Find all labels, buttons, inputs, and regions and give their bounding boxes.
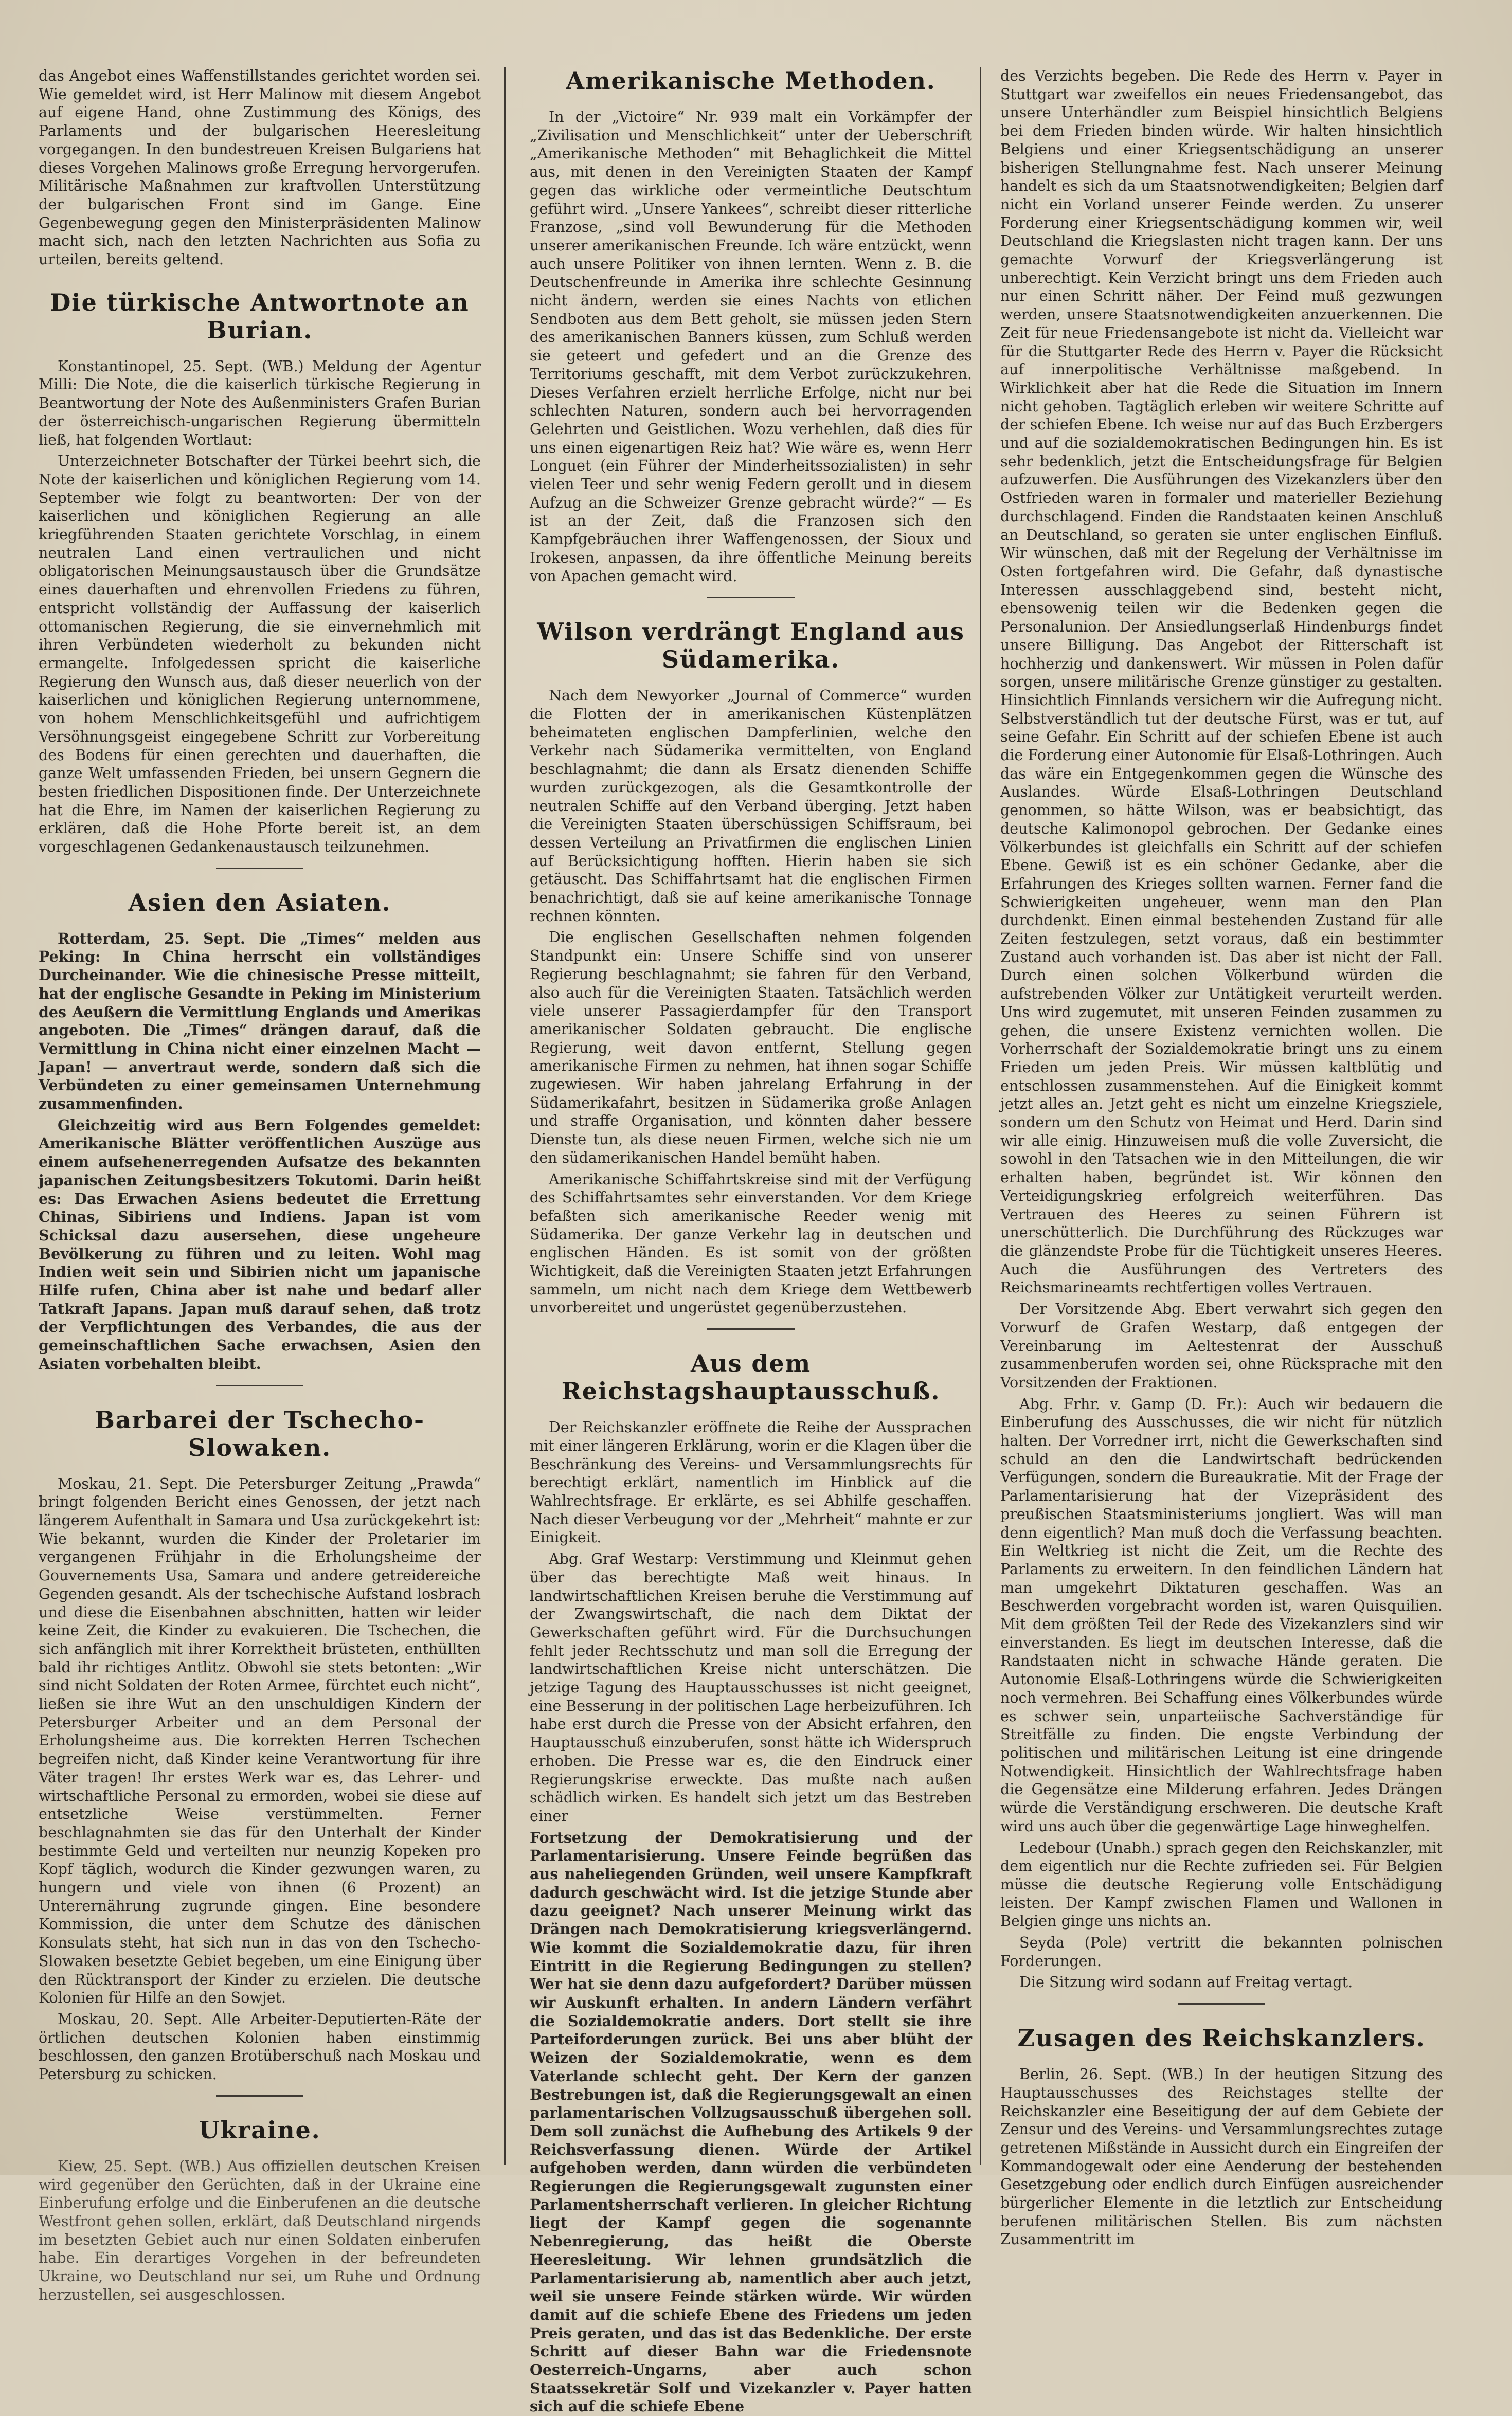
article-paragraph: Rotterdam, 25. Sept. Die „Times“ melden aus Peking: In China herrscht ein vollständiges Durcheinander. Wie die chinesische Presse mitteilt, hat der englische Gesandte in Peking im Ministerium des Aeußern die Vermittlung Englands und Amerikas angeboten. Die „Times“ drängen darauf, daß die Vermittlung in China nicht einer einzelnen Macht — Japan! — anvertraut werde, sondern daß sich die Verbündeten zu einer gemeinsamen Unternehmung zusammenfinden.	[39, 929, 481, 1113]
article-heading-american-methods: Amerikanische Methoden.	[566, 67, 936, 95]
article-paragraph: Die Sitzung wird sodann auf Freitag vertagt.	[1019, 1974, 1353, 1991]
column-rule	[504, 67, 506, 2165]
continued-article-text: des Verzichts begeben. Die Rede des Herrn v. Payer in Stuttgart war zweifellos ein neues Friedensangebot, das unsere Unterhändler zum Beispiel hinsichtlich Belgiens bei dem Frieden binden würde. Wir halten hinsichtlich Belgiens und einer Kriegsentschädigung an unserer bisherigen Stellungnahme fest. Nach unserer Meinung handelt es sich da um Staatsnotwendigkeiten; Belgien darf nicht ein Vorland unserer Feinde werden. Zu unserer Forderung einer Kriegsentschädigung kommen wir, weil Deutschland die Kriegslasten nicht tragen kann. Der uns gemachte Vorwurf der Kriegsverlängerung ist unberechtigt. Kein Verzicht bringt uns dem Frieden auch nur einen Schritt näher. Der Feind muß gezwungen werden, unsere Staatsnotwendigkeiten anzuerkennen. Die Zeit für neue Friedensangebote ist nicht da. Vielleicht war für die Stuttgarter Rede des Herrn v. Payer die Rücksicht auf innerpolitische Verhältnisse maßgebend. In Wirklichkeit aber hat die Rede die Situation im Innern nicht gehoben. Tagtäglich erleben wir weitere Schritte auf der schiefen Ebene. Ich weise nur auf das Buch Erzbergers und auf die sozialdemokratischen Bedingungen hin. Es ist sehr bedenklich, jetzt die Entscheidungsfrage für Belgien aufzuwerfen. Die Ausführungen des Vizekanzlers über den Ostfrieden waren in formaler und materieller Beziehung durchschlagend. Finden die Randstaaten keinen Anschluß an Deutschland, so geraten sie unter englischen Einfluß. Wir wünschen, daß mit der Regelung der Verhältnisse im Osten fortgefahren wird. Die Gefahr, daß dynastische Interessen ausschlaggebend sind, besteht nicht, ebensowenig teilen wir die Bedenken gegen die Personalunion. Der Ansiedlungserlaß Hindenburgs findet unsere Billigung. Das Angebot der Ritterschaft ist hochherzig und dankenswert. Wir müssen in Polen dafür sorgen, unsere militärische Grenze günstiger zu gestalten. Hinsichtlich Finnlands versichern wir die Aufregung nicht. Selbstverständlich tut der deutsche Fürst, was er tut, auf seine Gefahr. Ein Schritt auf der schiefen Ebene ist auch die Forderung einer Autonomie für Elsaß-Lothringen. Auch das wäre ein Entgegenkommen gegen die Wünsche des Auslandes. Würde Elsaß-Lothringen Deutschland genommen, so hätte Wilson, was er beabsichtigt, das deutsche Kalimonopol gebrochen. Der Gedanke eines Völkerbundes ist gleichfalls ein Schritt auf der schiefen Ebene. Gewiß ist es ein schöner Gedanke, aber die Erfahrungen des Krieges sollten warnen. Ferner fand die Schwierigkeiten ungeheuer, wenn man den Plan durchdenkt. Einen einmal bestehenden Zustand für alle Zeiten festzulegen, setzt voraus, daß ein bestimmter Zustand auch vorhanden ist. Das aber ist nicht der Fall. Durch einen solchen Völkerbund würden die aufstrebenden Völker zur Untätigkeit verurteilt werden. Uns wird zugemutet, mit unseren Feinden zusammen zu gehen, die unsere Existenz vernichten wollen. Die Vorherrschaft der Sozialdemokratie bringt uns zu einem Frieden um jeden Preis. Wir müssen kaltblütig und entschlossen zusammenstehen. Auf die Einigkeit kommt jetzt alles an. Jetzt geht es nicht um einzelne Kriegsziele, sondern um den Schutz von Heimat und Herd. Darin sind wir alle einig. Hinzuweisen muß die volle Zuversicht, die sowohl in den Tatsachen wie in den Mitteilungen, die wir erhalten haben, begründet ist. Wir können den Verteidigungskrieg erfolgreich weiterführen. Das Vertrauen des Heeres zu seinen Führern ist unerschütterlich. Die Durchführung des Rückzuges war die glänzendste Probe für die Tüchtigkeit unseres Heeres. Auch die Ausführungen des Vertreters des Reichsmarineamts rechtfertigen volles Vertrauen.	[1000, 67, 1443, 1296]
section-divider	[216, 1385, 303, 1386]
article-heading-turkish-note: Die türkische Antwortnote an Burian.	[50, 288, 470, 344]
article-paragraph: Gleichzeitig wird aus Bern Folgendes gemeldet: Amerikanische Blätter veröffentlichen Auszüge aus einem aufsehenerregenden Aufsatze des bekannten japanischen Zeitungsbesitzers Tokutomi. Darin heißt es: Das Erwachen Asiens bedeutet die Errettung Chinas, Sibiriens und Indiens. Japan ist vom Schicksal dazu ausersehen, diese ungeheure Bevölkerung zu führen und zu leiten. Wohl mag Indien weit sein und Sibirien nicht um japanische Hilfe rufen, China aber ist nahe und bedarf aller Tatkraft Japans. Japan muß darauf sehen, daß trotz der Verpflichtungen des Verbandes, die aus der gemeinschaftlichen Sache erwachsen, Asien den Asiaten vorbehalten bleibt.	[39, 1116, 481, 1373]
article-paragraph: Abg. Frhr. v. Gamp (D. Fr.): Auch wir bedauern die Einberufung des Ausschusses, die wir nicht für nützlich halten. Der Vorredner irrt, nicht die Gewerkschaften sind schuld an den die Landwirtschaft bedrückenden Verfügungen, sondern die Bureaukratie. Mit der Frage der Parlamentarisierung hat der Vizepräsident des preußischen Staatsministeriums jongliert. Was will man denn eigentlich? Man muß doch die Verfassung beachten. Ein Weltkrieg ist nicht die Zeit, um die Rechte des Parlaments zu erweitern. In den feindlichen Ländern hat man umgekehrt Diktaturen geschaffen. Was an Beschwerden vorgebracht worden ist, waren Quisquilien. Mit dem größten Teil der Rede des Vizekanzlers sind wir einverstanden. Es liegt im deutschen Interesse, daß die Randstaaten nicht in schwache Hände geraten. Die Autonomie Elsaß-Lothringens würde die Schwierigkeiten noch vermehren. Bei Schaffung eines Völkerbundes würde es schwer sein, unparteiische Sachverständige für Streitfälle zu finden. Die engste Verbindung der politischen und militärischen Leitung ist eine dringende Notwendigkeit. Hinsichtlich der Wahlrechtsfrage haben die Gegensätze eine Milderung erfahren. Jedes Drängen würde die Verständigung erschweren. Die deutsche Kraft wird uns auch über die gegenwärtige Lage hinweghelfen.	[1000, 1395, 1443, 1835]
article-paragraph: Der Vorsitzende Abg. Ebert verwahrt sich gegen den Vorwurf de Grafen Westarp, daß entgegen der Vereinbarung im Aeltestenrat der Ausschuß zusammenberufen worden sei, ohne Rücksprache mit den Vorsitzenden der Fraktionen.	[1000, 1301, 1443, 1391]
section-divider	[707, 597, 795, 598]
article-heading-committee: Aus dem Reichstagshauptausschuß.	[561, 1349, 941, 1405]
section-divider	[1178, 2003, 1265, 2005]
article-heading-ukraine: Ukraine.	[199, 2116, 321, 2144]
section-divider	[707, 1328, 795, 1330]
article-paragraph: Der Reichskanzler eröffnete die Reihe der Aussprachen mit einer längeren Erklärung, worin er die Klagen über die Beschränkung des Vereins- und Versammlungsrechts für berechtigt erklärt, namentlich im Hinblick auf die Wahlrechtsfrage. Er erklärte, es sei Abhilfe geschaffen. Nach dieser Verbeugung vor der „Mehrheit“ mahnte er zur Einigkeit.	[530, 1419, 972, 1546]
article-paragraph: Abg. Graf Westarp: Verstimmung und Kleinmut gehen über das berechtigte Maß weit hinaus. In landwirtschaftlichen Kreisen beruhe die Verstimmung auf der Zwangswirtschaft, die nach dem Diktat der Gewerkschaften geführt wird. Für die Durchsuchungen fehlt jeder Rechtsschutz und man soll die Erregung der landwirtschaftlichen Kreise nicht unterschätzen. Die jetzige Tagung des Hauptausschusses ist nicht geeignet, eine Besserung in der politischen Lage herbeizuführen. Ich habe erst durch die Presse von der Absicht erfahren, den Hauptausschuß einzuberufen, sonst hätte ich Widerspruch erhoben. Die Presse war es, die den Eindruck einer Regierungskrise erweckte. Das mußte nach außen schädlich wirken. Es handelt sich jetzt um das Bestreben einer	[530, 1550, 972, 1825]
article-paragraph: Berlin, 26. Sept. (WB.) In der heutigen Sitzung des Hauptausschusses des Reichstages stellte der Reichskanzler eine Beseitigung der auf dem Gebiete der Zensur und des Vereins- und Versammlungsrechtes zutage getretenen Mißstände in Aussicht durch ein Eingreifen der Kommandogewalt oder eine Aenderung der bestehenden Gesetzgebung oder endlich durch Einfügen ausreichender bürgerlicher Elemente in die letztlich zur Entscheidung berufenen militärischen Stellen. Bis zum nächsten Zusammentritt im	[1000, 2066, 1443, 2248]
article-heading-asia: Asien den Asiaten.	[128, 888, 391, 916]
article-paragraph: Amerikanische Schiffahrtskreise sind mit der Verfügung des Schiffahrtsamtes sehr einverstanden. Vor dem Kriege befaßten sich amerikanische Reeder wenig mit Südamerika. Der ganze Verkehr lag in deutschen und englischen Händen. Es ist somit von der größten Wichtigkeit, daß die Vereinigten Staaten jetzt Erfahrungen sammeln, um nicht nach dem Kriege dem Wettbewerb unvorbereitet und ungerüstet gegenüberzustehen.	[530, 1170, 972, 1317]
continued-article-text: das Angebot eines Waffenstillstandes gerichtet worden sei. Wie gemeldet wird, ist Herr Malinow mit diesem Angebot auf eigene Hand, ohne Zustimmung des Königs, des Parlaments und der bulgarischen Heeresleitung vorgegangen. In den bundestreuen Kreisen Bulgariens hat dieses Vorgehen Malinows große Erregung hervorgerufen. Militärische Maßnahmen zur kraftvollen Unterstützung der bulgarischen Front sind im Gange. Eine Gegenbewegung gegen den Ministerpräsidenten Malinow macht sich, nach den letzten Nachrichten aus Sofia zu urteilen, bereits geltend.	[39, 67, 481, 268]
section-divider	[216, 868, 303, 869]
article-paragraph: Ledebour (Unabh.) sprach gegen den Reichskanzler, mit dem eigentlich nur die Rechte zufrieden sei. Für Belgien müsse die deutsche Regierung volle Entschädigung leisten. Der Kampf zwischen Flamen und Wallonen in Belgien ginge uns nichts an.	[1000, 1839, 1443, 1930]
article-paragraph: Seyda (Pole) vertritt die bekannten polnischen Forderungen.	[1000, 1934, 1443, 1970]
article-paragraph: Unterzeichneter Botschafter der Türkei beehrt sich, die Note der kaiserlichen und königlichen Regierung vom 14. September wie folgt zu beantworten: Der von der kaiserlichen und königlichen Regierung an alle kriegführenden Staaten gerichtete Vorschlag, in einem neutralen Land einen vertraulichen und nicht obligatorischen Meinungsaustausch über die Grundsätze eines dauerhaften und ehrenvollen Friedens zu führen, entspricht vollständig der Auffassung der kaiserlich ottomanischen Regierung, die sie einvernehmlich mit ihren Verbündeten wiederholt zu bekunden nicht ermangelte. Infolgedessen spricht die kaiserliche Regierung den Wunsch aus, daß dieser neuerlich von der kaiserlichen und königlichen Regierung unternommene, von hohem Menschlichkeitsgefühl und aufrichtigem Versöhnungsgeist eingegebene Schritt zur Vorbereitung des Bodens für einen gerechten und dauerhaften, die ganze Welt umfassenden Frieden, bei unsern Gegnern die besten friedlichen Dispositionen finde. Der Unterzeichnete hat die Ehre, im Namen der kaiserlichen Regierung zu erklären, daß die Hohe Pforte bereit ist, an dem vorgeschlagenen Gedankenaustausch teilzunehmen.	[39, 453, 481, 856]
article-paragraph: Nach dem Newyorker „Journal of Commerce“ wurden die Flotten der in amerikanischen Küstenplätzen beheimateten englischen Dampferlinien, welche den Verkehr nach Südamerika vermittelten, von England beschlagnahmt; die dann als Ersatz dienenden Schiffe wurden zurückgezogen, als die Gesamtkontrolle der neutralen Schiffe auf den Verband überging. Jetzt haben die Vereinigten Staaten überschüssigen Schiffsraum, bei dessen Verteilung an Privatfirmen die englischen Linien auf Berücksichtigung hofften. Hierin haben sie sich getäuscht. Das Schiffahrtsamt hat die englischen Firmen benachrichtigt, daß sie auf keine amerikanische Tonnage rechnen könnten.	[530, 687, 972, 925]
column-right	[1000, 67, 1443, 2248]
column-left	[39, 67, 481, 2303]
column-middle	[530, 67, 972, 2415]
article-paragraph: Moskau, 20. Sept. Alle Arbeiter-Deputierten-Räte der örtlichen deutschen Kolonien haben einstimmig beschlossen, den ganzen Brotüberschuß nach Moskau und Petersburg zu schicken.	[39, 2010, 481, 2083]
article-paragraph: Kiew, 25. Sept. (WB.) Aus offiziellen deutschen Kreisen wird gegenüber den Gerüchten, daß in der Ukraine eine Einberufung erfolge und die Einberufenen an die deutsche Westfront gehen sollen, erklärt, daß Deutschland nirgends im besetzten Gebiet auch nur einen Soldaten einberufen habe. Ein derartiges Vorgehen in der befreundeten Ukraine, wo Deutschland nur sei, um Ruhe und Ordnung herzustellen, sei ausgeschlossen.	[39, 2157, 481, 2303]
article-paragraph: In der „Victoire“ Nr. 939 malt ein Vorkämpfer der „Zivilisation und Menschlichkeit“ unter der Ueberschrift „Amerikanische Methoden“ mit Behaglichkeit die Mittel aus, mit denen in den Vereinigten Staaten der Kampf gegen das wirkliche oder vermeintliche Deutschtum geführt wird. „Unsere Yankees“, schreibt dieser ritterliche Franzose, „sind voll Bewunderung für die Methoden unserer amerikanischen Freunde. Ich wäre entzückt, wenn auch unsere Politiker von ihnen lernten. Wenn z. B. die Deutschenfreunde in Amerika ihre schlechte Gesinnung nicht ändern, werden sie eines Nachts von etlichen Sendboten aus dem Bett geholt, sie müssen jeden Stern des amerikanischen Banners küssen, zum Schluß werden sie geteert und gefedert und an die Grenze des Territoriums geschafft, mit dem Verbot zurückzukehren. Dieses Verfahren erzielt herrliche Erfolge, nicht nur bei schlechten Naturen, sondern auch bei hervorragenden Gelehrten und Geistlichen. Wozu verhehlen, daß dies für uns einen eigenartigen Reiz hat? Wie wäre es, wenn Herr Longuet (ein Führer der Minderheitssozialisten) in sehr vielen Teer und sehr wenig Federn gerollt und in diesem Aufzug an die Schweizer Grenze gebracht würde?“ — Es ist an der Zeit, daß die Franzosen sich den Kampfgebräuchen ihrer Waffengenossen, der Sioux und Irokesen, anpassen, da ihre öffentliche Meinung bereits von Apachen gemacht wird.	[530, 109, 972, 585]
column-rule	[980, 67, 981, 2165]
article-paragraph: Fortsetzung der Demokratisierung und der Parlamentarisierung. Unsere Feinde begrüßen das aus naheliegenden Gründen, weil unsere Kampfkraft dadurch geschwächt wird. Ist die jetzige Stunde aber dazu geeignet? Nach unserer Meinung wirkt das Drängen nach Demokratisierung kriegsverlängernd. Wie kommt die Sozialdemokratie dazu, für ihren Eintritt in die Regierung Bedingungen zu stellen? Wer hat sie denn dazu aufgefordert? Darüber müssen wir Auskunft erhalten. In andern Ländern verfährt die Sozialdemokratie anders. Dort stellt sie ihre Parteiforderungen zurück. Bei uns aber blüht der Weizen der Sozialdemokratie, wenn es dem Vaterlande schlecht geht. Der Kern der ganzen Bestrebungen ist, daß die Regierungsgewalt an einen parlamentarischen Vollzugsausschuß übergehen soll. Dem soll zunächst die Aufhebung des Artikels 9 der Reichsverfassung dienen. Würde der Artikel aufgehoben werden, dann würden die verbündeten Regierungen die Regierungsgewalt zugunsten einer Parlamentsherrschaft verlieren. In gleicher Richtung liegt der Kampf gegen die sogenannte Nebenregierung, das heißt die Oberste Heeresleitung. Wir lehnen grundsätzlich die Parlamentarisierung ab, namentlich aber auch jetzt, weil sie unsere Feinde stärken würde. Wir würden damit auf die schiefe Ebene des Friedens um jeden Preis geraten, und das ist das Bedenkliche. Der erste Schritt auf dieser Bahn war die Friedensnote Oesterreich-Ungarns, aber auch schon Staatssekretär Solf und Vizekanzler v. Payer hatten sich auf die schiefe Ebene	[530, 1828, 972, 2415]
article-heading-chancellor-promises: Zusagen des Reichskanzlers.	[1017, 2024, 1426, 2052]
article-paragraph: Die englischen Gesellschaften nehmen folgenden Standpunkt ein: Unsere Schiffe sind von unserer Regierung beschlagnahmt; sie fahren für den Verband, also auch für die Vereinigten Staaten. Tatsächlich werden viele unserer Passagierdampfer für den Transport amerikanischer Soldaten gebraucht. Die englische Regierung, weit davon entfernt, Stellung gegen amerikanische Firmen zu nehmen, hat ihnen sogar Schiffe zugewiesen. Wir haben jahrelang Erfahrung in der Südamerikafahrt, besitzen in Südamerika große Anlagen und straffe Organisation, und könnten daher bessere Dienste tun, als diese neuen Firmen, welche sich nie um den südamerikanischen Handel bemüht haben.	[530, 929, 972, 1166]
section-divider	[216, 2095, 303, 2097]
article-paragraph: Konstantinopel, 25. Sept. (WB.) Meldung der Agentur Milli: Die Note, die die kaiserlich türkische Regierung in Beantwortung der Note des Außenministers Grafen Burian der österreichisch-ungarischen Regierung übermitteln ließ, hat folgenden Wortlaut:	[39, 357, 481, 448]
article-paragraph: Moskau, 21. Sept. Die Petersburger Zeitung „Prawda“ bringt folgenden Bericht eines Genossen, der jetzt nach längerem Aufenthalt in Samara und Usa zurückgekehrt ist: Wie bekannt, wurden die Kinder der Proletarier im vergangenen Frühjahr in die Erholungsheime der Gouvernements Usa, Samara und andere getreidereiche Gegenden gesandt. Als der tschechische Aufstand losbrach und diese die Eisenbahnen abschnitten, hatten wir leider keine Zeit, die Kinder zu evakuieren. Die Tschechen, die sich anfänglich mit ihrer Korrektheit brüsteten, enthüllten bald ihr richtiges Antlitz. Obwohl sie stets betonten: „Wir sind nicht Soldaten der Roten Armee, fürchtet euch nicht“, ließen sie ihre Wut an den unschuldigen Kindern der Petersburger Arbeiter und an dem Personal der Erholungsheime aus. Die korrekten Herren Tschechen begreifen nicht, daß Kinder keine Verantwortung für ihre Väter tragen! Ihr erstes Werk war es, das Lehrer- und wirtschaftliche Personal zu ermorden, wobei sie diese auf entsetzliche Weise verstümmelten. Ferner beschlagnahmten sie das für den Unterhalt der Kinder bestimmte Geld und verteilten nur neunzig Kopeken pro Kopf täglich, wodurch die Kinder gezwungen waren, zu hungern und viele von ihnen (6 Prozent) an Unterernährung zugrunde gingen. Eine besondere Kommission, die unter dem Schutze des dänischen Konsulats steht, hat sich nun in das von den Tschecho-Slowaken besetzte Gebiet begeben, um eine Einigung über den Rücktransport der Kinder zu erzielen. Die deutsche Kolonien für Hilfe an den Sowjet.	[39, 1475, 481, 2007]
article-heading-czech: Barbarei der Tschecho-Slowaken.	[95, 1405, 425, 1462]
article-heading-wilson: Wilson verdrängt England aus Südamerika.	[537, 618, 965, 674]
